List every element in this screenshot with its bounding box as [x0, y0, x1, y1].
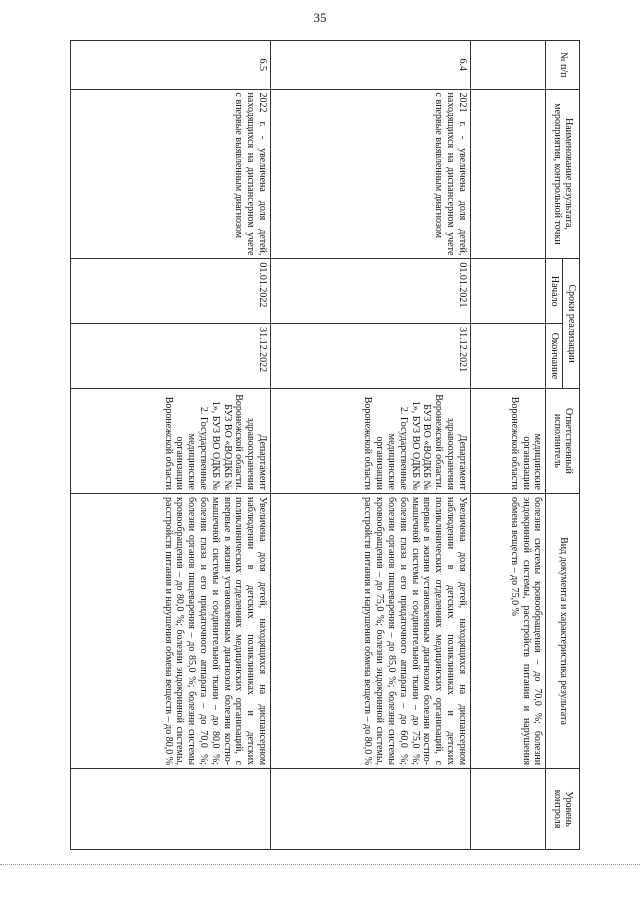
- header-end: Окончание: [546, 324, 563, 389]
- header-doc: Вид документа и характеристика результата: [546, 494, 580, 769]
- cell-responsible: Департамент здравоохранения Воронежской области. БУЗ ВО «ВОДКБ № 1», БУЗ ВО ОДКБ № 2. Государственные медицинские организации Воронежской области: [71, 388, 271, 493]
- cell-doc: болезни системы кровообращения – до 70,0 %; болезни эндокринной системы, расстройств питания и нарушения обмена веществ – до 75,0 %: [470, 494, 546, 769]
- cell-level: [71, 769, 271, 850]
- cell-doc: Увеличена доля детей, находящихся на диспансерном наблюдении в детских поликлиниках и детских поликлинических отделениях медицинских организаций, с впервые в жизни установленным диагнозом болезни костно-мышечной системы и соединительной ткани – до 80,0 %; болезни глаза и его придаточного аппарата – до 70,0 %; болезни органов пищеварения – до 85,0 %; болезни системы кровообращения – до 80,0 %; болезни эндокринной системы, расстройств питания и нарушения обмена веществ – до 80,0 %: [71, 494, 271, 769]
- cell-end: 31.12.2021: [270, 324, 470, 389]
- table-row: [470, 41, 546, 850]
- cell-responsible: медицинские организации Воронежской области: [470, 388, 546, 493]
- cell-name: [470, 89, 546, 259]
- cell-name: 2021 г. - увеличена доля детей, находящихся на диспансерном учете с впервые выявленным диагнозом: [270, 89, 470, 259]
- table-row: [71, 41, 271, 850]
- cell-level: [470, 769, 546, 850]
- cell-level: [270, 769, 470, 850]
- cell-responsible: Департамент здравоохранения Воронежской области. БУЗ ВО «ВОДКБ № 1», БУЗ ВО ОДКБ № 2. Государственные медицинские организации Воронежской области: [270, 388, 470, 493]
- cell-end: [470, 324, 546, 389]
- cell-start: 01.01.2022: [71, 259, 271, 324]
- cell-start: 01.01.2021: [270, 259, 470, 324]
- cell-num: 6.5: [71, 41, 271, 90]
- rotated-table-container: [70, 40, 580, 850]
- cell-num: [470, 41, 546, 90]
- header-level: Уровень контроля: [546, 769, 580, 850]
- header-responsible: Ответственный исполнитель: [546, 388, 580, 493]
- header-start: Начало: [546, 259, 563, 324]
- cell-end: 31.12.2022: [71, 324, 271, 389]
- cell-doc: Увеличена доля детей, находящихся на диспансерном наблюдении в детских поликлиниках и детских поликлинических отделениях медицинских организаций, с впервые в жизни установленным диагнозом болезни костно-мышечной системы и соединительной ткани – до 75,0 %; болезни глаза и его придаточного аппарата – до 60,0 %; болезни органов пищеварения – до 85,0 %; болезни системы кровообращения – до 75,0 %; болезни эндокринной системы, расстройств питания и нарушения обмена веществ – до 80,0 %: [270, 494, 470, 769]
- table-row: [270, 41, 470, 850]
- page-number: 35: [313, 10, 327, 25]
- table-header-row: [563, 41, 580, 850]
- cell-num: 6.4: [270, 41, 470, 90]
- header-name: Наименование результата, мероприятия, контрольной точки: [546, 89, 580, 259]
- page-bottom-divider: [0, 864, 640, 865]
- table-wrapper: [70, 40, 580, 850]
- header-num: № п/п: [546, 41, 580, 90]
- cell-start: [470, 259, 546, 324]
- plan-table: [70, 40, 580, 850]
- cell-name: 2022 г. - увеличена доля детей, находящихся на диспансерном учете с впервые выявленным диагнозом: [71, 89, 271, 259]
- header-period: Сроки реализации: [563, 259, 580, 388]
